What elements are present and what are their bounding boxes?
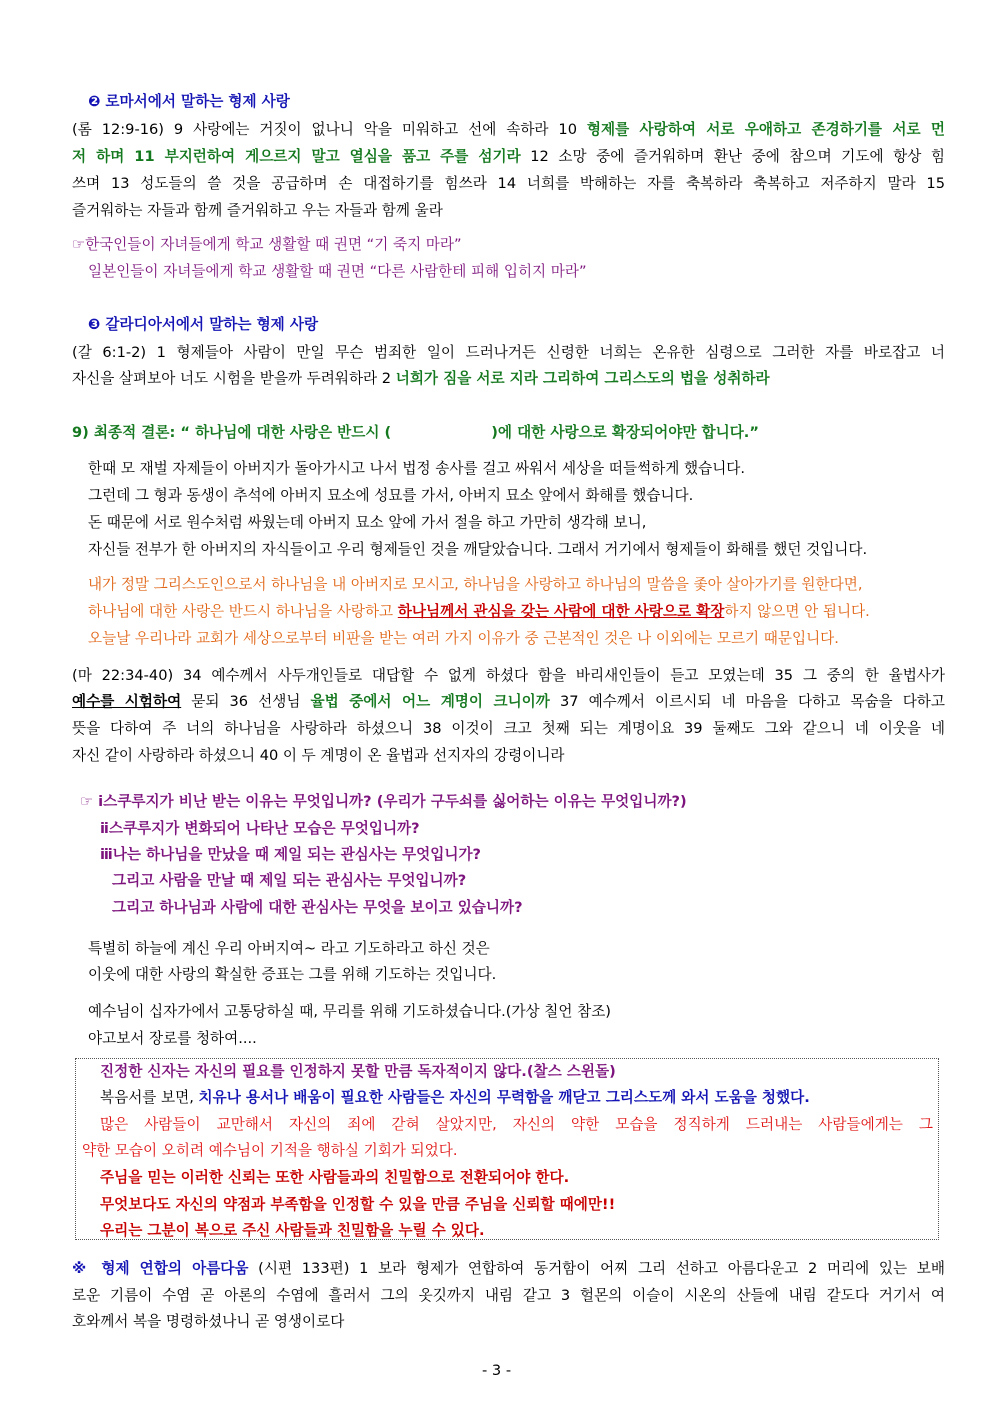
- box-line-2: 복음서를 보면, 치유나 용서나 배움이 필요한 사람들은 자신의 무력함을 깨닫고 그리스도께 와서 도움을 청했다.: [100, 1089, 810, 1106]
- prayer-line-3: 예수님이 십자가에서 고통당하실 때, 무리를 위해 기도하셨습니다.(가상 칠언 참조): [88, 1003, 611, 1020]
- question-3: ⅲ나는 하나님을 만났을 때 제일 되는 관심사는 무엇입니가?: [100, 846, 482, 863]
- matthew-line-4: 자신 같이 사랑하라 하셨으니 40 이 두 계명이 온 율법과 선지자의 강령이니라: [72, 747, 565, 764]
- romans-line-3: 쓰며 13 성도들의 쓸 것을 공급하며 손 대접하기를 힘쓰라 14 너희를 박해하는 자를 축복하라 축복하고 저주하지 말라 15: [72, 175, 945, 192]
- romans-line-2: 저 하며 11 부지런하여 게으르지 말고 열심을 품고 주를 섬기라 12 소망 중에 즐거워하며 환난 중에 참으며 기도에 항상 힘: [72, 148, 945, 165]
- box-line-1: 진정한 신자는 자신의 필요를 인정하지 못할 만큼 독자적이지 않다.(찰스 스윈돌): [100, 1063, 616, 1080]
- romans-line-4: 즐거워하는 자들과 함께 즐거워하고 우는 자들과 함께 울라: [72, 202, 443, 219]
- box-line-7: 우리는 그분이 복으로 주신 사람들과 친밀함을 누릴 수 있다.: [100, 1222, 485, 1239]
- box-line-4: 약한 모습이 오히려 예수님이 기적을 행하실 기회가 되었다.: [82, 1142, 458, 1159]
- note-korean: ☞한국인들이 자녀들에게 학교 생활할 때 권면 “기 죽지 마라”: [72, 236, 462, 253]
- section-heading-galatians: ❸ 갈라디아서에서 말하는 형제 사랑: [88, 316, 319, 333]
- matthew-line-2: 예수를 시험하여 묻되 36 선생님 율법 중에서 어느 계명이 크니이까 37 예수께서 이르시되 네 마음을 다하고 목숨을 다하고: [72, 693, 945, 710]
- galatians-line-1: (갈 6:1-2) 1 형제들아 사람이 만일 무슨 범죄한 일이 드러나거든 신령한 너희는 온유한 심령으로 그러한 자를 바로잡고 너: [72, 344, 945, 361]
- box-line-5: 주님을 믿는 이러한 신뢰는 또한 사람들과의 친밀함으로 전환되어야 한다.: [100, 1169, 570, 1186]
- romans-line-1: (롬 12:9-16) 9 사랑에는 거짓이 없나니 악을 미워하고 선에 속하라 10 형제를 사랑하여 서로 우애하고 존경하기를 서로 먼: [72, 121, 945, 138]
- prayer-line-4: 야고보서 장로를 청하여....: [88, 1030, 257, 1047]
- orange-line-1: 내가 정말 그리스도인으로서 하나님을 내 아버지로 모시고, 하나님을 사랑하고 하나님의 말씀을 좇아 살아가기를 원한다면,: [88, 576, 863, 593]
- box-line-6: 무엇보다도 자신의 약점과 부족함을 인정할 수 있을 만큼 주님을 신뢰할 때에만!!: [100, 1196, 616, 1213]
- orange-line-2: 하나님에 대한 사랑은 반드시 하나님을 사랑하고 하나님께서 관심을 갖는 사람에 대한 사랑으로 확장하지 않으면 안 됩니다.: [88, 603, 870, 620]
- section-heading-romans: ❷ 로마서에서 말하는 형제 사랑: [88, 93, 290, 110]
- story-line-1: 한때 모 재벌 자제들이 아버지가 돌아가시고 나서 법정 송사를 걸고 싸워서 세상을 떠들썩하게 했습니다.: [88, 460, 746, 477]
- prayer-line-2: 이웃에 대한 사랑의 확실한 증표는 그를 위해 기도하는 것입니다.: [88, 966, 497, 983]
- conclusion-heading: 9) 최종적 결론: “ 하나님에 대한 사랑은 반드시 ( )에 대한 사랑으로 확장되어야만 합니다.”: [72, 424, 759, 441]
- page-number: - 3 -: [482, 1362, 512, 1379]
- note-japanese: 일본인들이 자녀들에게 학교 생활할 때 권면 “다른 사람한테 피해 입히지 마라”: [88, 263, 587, 280]
- prayer-line-1: 특별히 하늘에 계신 우리 아버지여~ 라고 기도하라고 하신 것은: [88, 940, 490, 957]
- story-line-3: 돈 때문에 서로 원수처럼 싸웠는데 아버지 묘소 앞에 가서 절을 하고 가만히 생각해 보니,: [88, 514, 647, 531]
- closing-line-2: 로운 기름이 수염 곧 아론의 수염에 흘러서 그의 옷깃까지 내림 같고 3 헐몬의 이슬이 시온의 산들에 내림 같도다 거기서 여: [72, 1287, 945, 1304]
- question-5: 그리고 하나님과 사람에 대한 관심사는 무엇을 보이고 있습니까?: [112, 899, 523, 916]
- galatians-line-2: 자신을 살펴보아 너도 시험을 받을까 두려워하라 2 너희가 짐을 서로 지라 그리하여 그리스도의 법을 성취하라: [72, 370, 770, 387]
- matthew-line-3: 뜻을 다하여 주 너의 하나님을 사랑하라 하셨으니 38 이것이 크고 첫째 되는 계명이요 39 둘째도 그와 같으니 네 이웃을 네: [72, 720, 945, 737]
- closing-line-1: ※ 형제 연합의 아름다움 (시편 133편) 1 보라 형제가 연합하여 동거함이 어찌 그리 선하고 아름다운고 2 머리에 있는 보배: [72, 1260, 945, 1277]
- question-2: ⅱ스쿠루지가 변화되어 나타난 모습은 무엇입니까?: [100, 820, 420, 837]
- box-line-3: 많은 사람들이 교만해서 자신의 죄에 갇혀 살았지만, 자신의 약한 모습을 정직하게 드러내는 사람들에게는 그: [100, 1116, 933, 1133]
- story-line-4: 자신들 전부가 한 아버지의 자식들이고 우리 형제들인 것을 깨달았습니다. 그래서 거기에서 형제들이 화해를 했던 것입니다.: [88, 541, 868, 558]
- question-4: 그리고 사람을 만날 때 제일 되는 관심사는 무엇입니까?: [112, 872, 467, 889]
- story-line-2: 그런데 그 형과 동생이 추석에 아버지 묘소에 성묘를 가서, 아버지 묘소 앞에서 화해를 했습니다.: [88, 487, 694, 504]
- matthew-line-1: (마 22:34-40) 34 예수께서 사두개인들로 대답할 수 없게 하셨다 함을 바리새인들이 듣고 모였는데 35 그 중의 한 율법사가: [72, 667, 945, 684]
- closing-line-3: 호와께서 복을 명령하셨나니 곧 영생이로다: [72, 1313, 345, 1330]
- question-1: ☞ ⅰ스쿠루지가 비난 받는 이유는 무엇입니까? (우리가 구두쇠를 싫어하는 이유는 무엇입니까?): [80, 793, 687, 810]
- orange-line-3: 오늘날 우리나라 교회가 세상으로부터 비판을 받는 여러 가지 이유가 중 근본적인 것은 나 이외에는 모르기 때문입니다.: [88, 630, 839, 647]
